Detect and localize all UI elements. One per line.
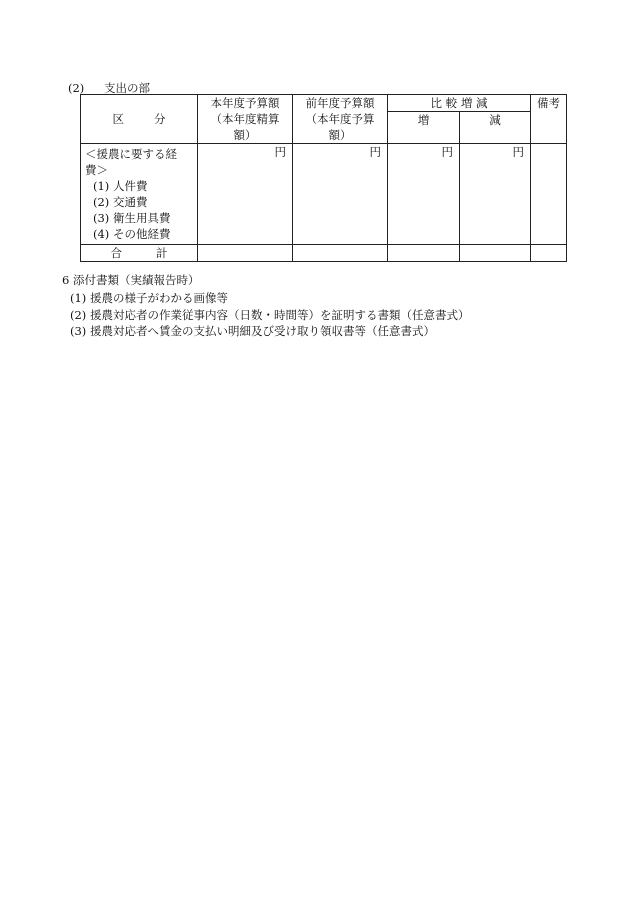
body-row bbox=[81, 144, 567, 245]
total-current-cell bbox=[198, 245, 293, 262]
header-prev-budget-line1: 前年度予算額 bbox=[305, 96, 375, 110]
header-category-char-2: 分 bbox=[154, 112, 166, 126]
item-hygiene: (3) 衛生用具費 bbox=[93, 211, 171, 225]
remarks-cell bbox=[531, 144, 567, 245]
total-row bbox=[81, 245, 567, 262]
header-prev-budget bbox=[293, 95, 388, 144]
total-decrease-cell bbox=[460, 245, 531, 262]
prev-budget-cell bbox=[293, 144, 388, 245]
header-decrease: 減 bbox=[460, 112, 531, 144]
attachments-heading: 6 添付書類（実績報告時） bbox=[62, 273, 200, 287]
increase-cell bbox=[388, 144, 460, 245]
yen-unit: 円 bbox=[512, 145, 524, 159]
total-char-1: 合 bbox=[110, 246, 122, 260]
header-current-budget-line1: 本年度予算額 bbox=[210, 96, 280, 110]
yen-unit: 円 bbox=[274, 145, 286, 159]
attachment-item: (3) 援農対応者へ賃金の支払い明細及び受け取り領収書等（任意書式） bbox=[70, 324, 435, 338]
header-category bbox=[81, 95, 198, 144]
yen-unit: 円 bbox=[441, 145, 453, 159]
header-current-budget bbox=[198, 95, 293, 144]
attachment-item: (2) 援農対応者の作業従事内容（日数・時間等）を証明する書類（任意書式） bbox=[70, 307, 470, 322]
total-label bbox=[81, 245, 198, 262]
total-char-2: 計 bbox=[156, 246, 168, 260]
item-list bbox=[81, 144, 198, 245]
group-label-line2: 費＞ bbox=[85, 163, 108, 177]
header-increase: 増 bbox=[388, 112, 460, 144]
attachments-list bbox=[70, 290, 469, 340]
total-prev-cell bbox=[293, 245, 388, 262]
header-prev-budget-line2: （本年度予算 bbox=[305, 112, 375, 126]
expense-table bbox=[80, 94, 567, 262]
current-budget-cell bbox=[198, 144, 293, 245]
decrease-cell bbox=[460, 144, 531, 245]
section-title: 支出の部 bbox=[104, 81, 150, 95]
item-transport: (2) 交通費 bbox=[93, 195, 148, 209]
header-prev-budget-line3: 額） bbox=[328, 128, 352, 142]
header-row-1 bbox=[81, 95, 567, 112]
yen-unit: 円 bbox=[369, 145, 381, 159]
group-label-line1: ＜援農に要する経 bbox=[85, 147, 177, 161]
header-remarks: 備考 bbox=[531, 95, 567, 144]
item-personnel: (1) 人件費 bbox=[93, 179, 148, 193]
section-number: (2) bbox=[68, 81, 85, 95]
total-increase-cell bbox=[388, 245, 460, 262]
header-current-budget-line3: 額） bbox=[233, 128, 257, 142]
attachment-item: (1) 援農の様子がわかる画像等 bbox=[70, 291, 228, 305]
item-other: (4) その他経費 bbox=[93, 227, 171, 241]
header-category-char-1: 区 bbox=[112, 112, 124, 126]
header-comparison: 比 較 増 減 bbox=[388, 95, 531, 112]
total-remarks-cell bbox=[531, 245, 567, 262]
header-current-budget-line2: （本年度精算 bbox=[210, 112, 280, 126]
